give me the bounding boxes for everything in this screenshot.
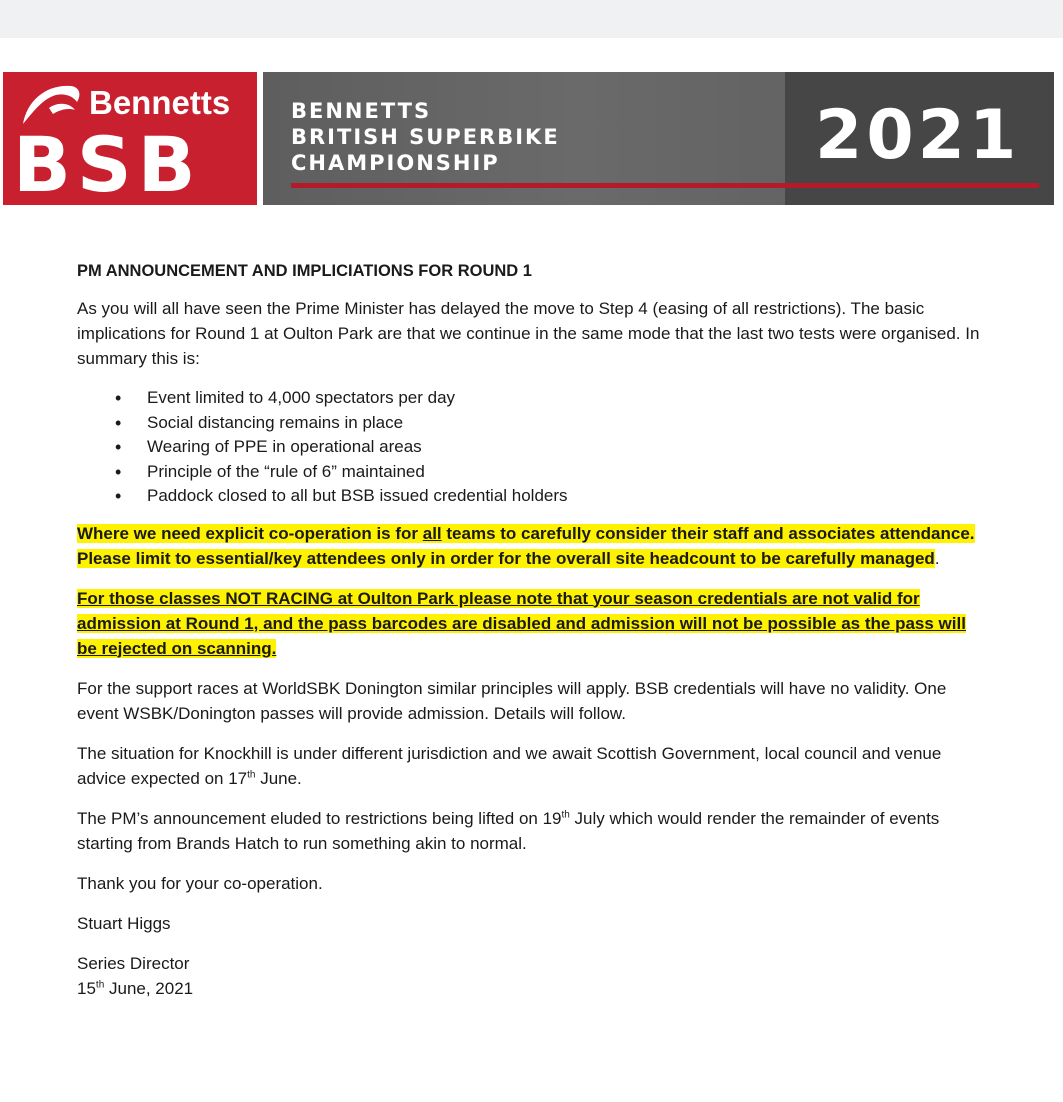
season-year: 2021 <box>815 96 1021 175</box>
list-item: • Social distancing remains in place <box>115 411 982 436</box>
bennetts-bsb-logo <box>3 72 257 209</box>
pm-date-suffix: th <box>561 808 570 820</box>
championship-title <box>291 98 560 176</box>
knockhill-text: The situation for Knockhill is under different jurisdiction and we await Scottish Government, local council and venue advice expected on 17 <box>77 743 942 788</box>
pm-tail: July which would render the remainder of events starting from Brands Hatch to run something akin to normal. <box>77 808 940 853</box>
signatory-name: Stuart Higgs <box>77 913 171 933</box>
logo-mark-text: BSB <box>13 120 202 209</box>
banner-red-rule <box>291 183 1039 188</box>
intro-paragraph: As you will all have seen the Prime Minister has delayed the move to Step 4 (easing of all restrictions). The basic implications for Round 1 at Oulton Park are that we continue in the same mode that the last two tests were organised. In summary this is: <box>77 299 980 368</box>
cooperation-paragraph <box>77 521 982 571</box>
not-racing-paragraph <box>77 586 982 661</box>
summary-list <box>115 386 982 509</box>
date-suffix: th <box>95 978 105 990</box>
list-item: • Paddock closed to all but BSB issued credential holders <box>115 484 982 509</box>
cooperation-text-start: Where we need explicit co-operation is for <box>77 523 423 543</box>
letter-date <box>77 976 982 1001</box>
top-bar <box>0 0 1063 38</box>
knockhill-paragraph <box>77 741 982 791</box>
list-item: • Wearing of PPE in operational areas <box>115 435 982 460</box>
cooperation-text-rest: teams to carefully consider their staff and associates attendance. Please limit to essential/key attendees only in order for the overall site headcount to be carefully managed <box>77 523 975 568</box>
pm-text: The PM’s announcement eluded to restrictions being lifted on 19 <box>77 808 562 828</box>
pm-announcement-paragraph <box>77 806 982 856</box>
list-item: • Event limited to 4,000 spectators per day <box>115 386 982 411</box>
signature-block <box>77 951 982 1001</box>
title-line-2: BRITISH SUPERBIKE <box>291 125 560 149</box>
date-day: 15 <box>77 978 96 998</box>
not-racing-text: For those classes NOT RACING at Oulton Park please note that your season credentials are not valid for admission at Round 1, and the pass barcodes are disabled and admission will not be possible as the pass will be rejected on scanning. <box>77 588 966 658</box>
logo-brand-text: Bennetts <box>89 84 231 121</box>
signatory-role: Series Director <box>77 953 190 973</box>
cooperation-period: . <box>934 548 940 568</box>
title-line-3: CHAMPIONSHIP <box>291 151 500 175</box>
title-line-1: BENNETTS <box>291 99 432 123</box>
letter-heading: PM ANNOUNCEMENT AND IMPLICIATIONS FOR ROUND 1 <box>77 262 532 280</box>
list-item: • Principle of the “rule of 6” maintained <box>115 460 982 485</box>
knockhill-date-suffix: th <box>247 768 256 780</box>
knockhill-tail: June. <box>255 768 302 788</box>
date-rest: June, 2021 <box>104 978 194 998</box>
header-banner <box>3 72 1054 209</box>
cooperation-emphasis: all <box>422 523 442 543</box>
thanks-line: Thank you for your co-operation. <box>77 873 323 893</box>
support-races-paragraph: For the support races at WorldSBK Donington similar principles will apply. BSB credentials will have no validity. One event WSBK/Donington passes will provide admission. Details will follow. <box>77 678 947 723</box>
letter-body <box>77 259 982 1001</box>
